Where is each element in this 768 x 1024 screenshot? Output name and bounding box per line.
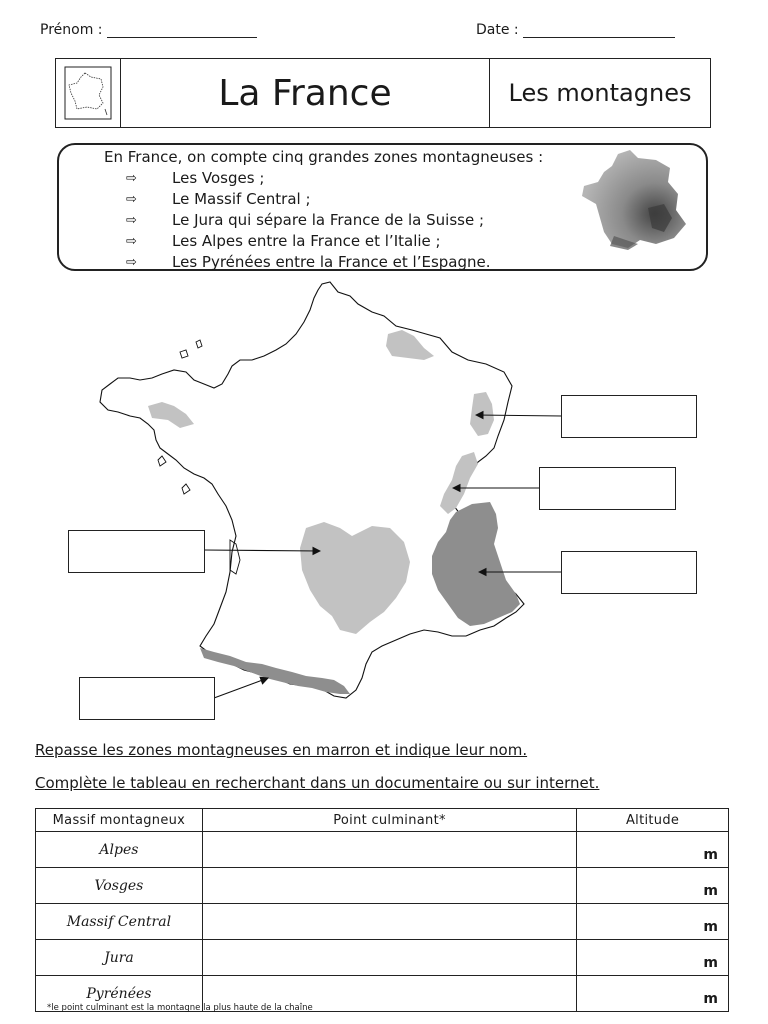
first-name-label: Prénom : [40,22,103,38]
date-field[interactable] [476,22,675,38]
massif-name: Alpes [36,832,203,868]
massif-name: Vosges [36,868,203,904]
intro-item: ⇨ Les Pyrénées entre la France et l’Espagne. [126,253,491,271]
table-header-row [36,809,729,832]
intro-item: ⇨ Les Vosges ; [126,169,265,187]
first-name-field[interactable] [40,22,257,38]
zone-brittany [148,402,194,428]
summit-cell[interactable] [202,940,576,976]
altitude-cell[interactable]: m [577,868,729,904]
column-header-altitude: Altitude [577,809,729,832]
zone-alps [432,502,520,626]
date-label: Date : [476,22,519,38]
table-row [36,868,729,904]
answer-box-vosges[interactable] [561,395,697,438]
table-row [36,904,729,940]
massif-name: Pyrénées [36,976,203,1012]
zone-pyrenees [200,648,350,694]
altitude-cell[interactable]: m [577,904,729,940]
intro-text [104,147,543,273]
france-outline-thumbnail [56,59,121,127]
column-header-summit: Point culminant* [202,809,576,832]
massif-name: Jura [36,940,203,976]
altitude-cell[interactable]: m [577,832,729,868]
arrow-icon: ⇨ [126,234,137,249]
table-row [36,832,729,868]
answer-box-alps[interactable] [561,551,697,594]
arrow-icon: ⇨ [126,255,137,270]
table-row [36,940,729,976]
summit-cell[interactable] [202,904,576,940]
france-outline-icon [63,65,113,121]
instruction-fill-table: Complète le tableau en recherchant dans un documentaire ou sur internet. [35,774,600,792]
summit-cell[interactable] [202,832,576,868]
massif-name: Massif Central [36,904,203,940]
altitude-cell[interactable]: m [577,940,729,976]
france-relief-map-image [578,148,690,254]
intro-item: ⇨ Le Jura qui sépare la France de la Suisse ; [126,211,484,229]
arrow-to-pyrenees [214,678,268,698]
answer-box-massif-central[interactable] [68,530,205,573]
zone-vosges [470,392,494,436]
zone-massif-central [300,522,410,634]
mountains-table [35,808,729,1012]
header-box [55,58,711,128]
intro-item: ⇨ Le Massif Central ; [126,190,311,208]
page-title: La France [121,59,490,127]
arrow-icon: ⇨ [126,192,137,207]
page-subtitle: Les montagnes [508,79,692,107]
date-line [523,23,675,38]
intro-item: ⇨ Les Alpes entre la France et l’Italie ; [126,232,441,250]
instruction-color-zones: Repasse les zones montagneuses en marron et indique leur nom. [35,741,528,759]
summit-cell[interactable] [202,868,576,904]
answer-box-jura[interactable] [539,467,676,510]
first-name-line [107,23,257,38]
arrow-icon: ⇨ [126,171,137,186]
intro-lead: En France, on compte cinq grandes zones montagneuses : [104,148,544,166]
footnote: *le point culminant est la montagne la plus haute de la chaîne [47,1003,313,1013]
arrow-icon: ⇨ [126,213,137,228]
column-header-massif: Massif montagneux [36,809,203,832]
answer-box-pyrenees[interactable] [79,677,215,720]
altitude-cell[interactable]: m [577,976,729,1012]
